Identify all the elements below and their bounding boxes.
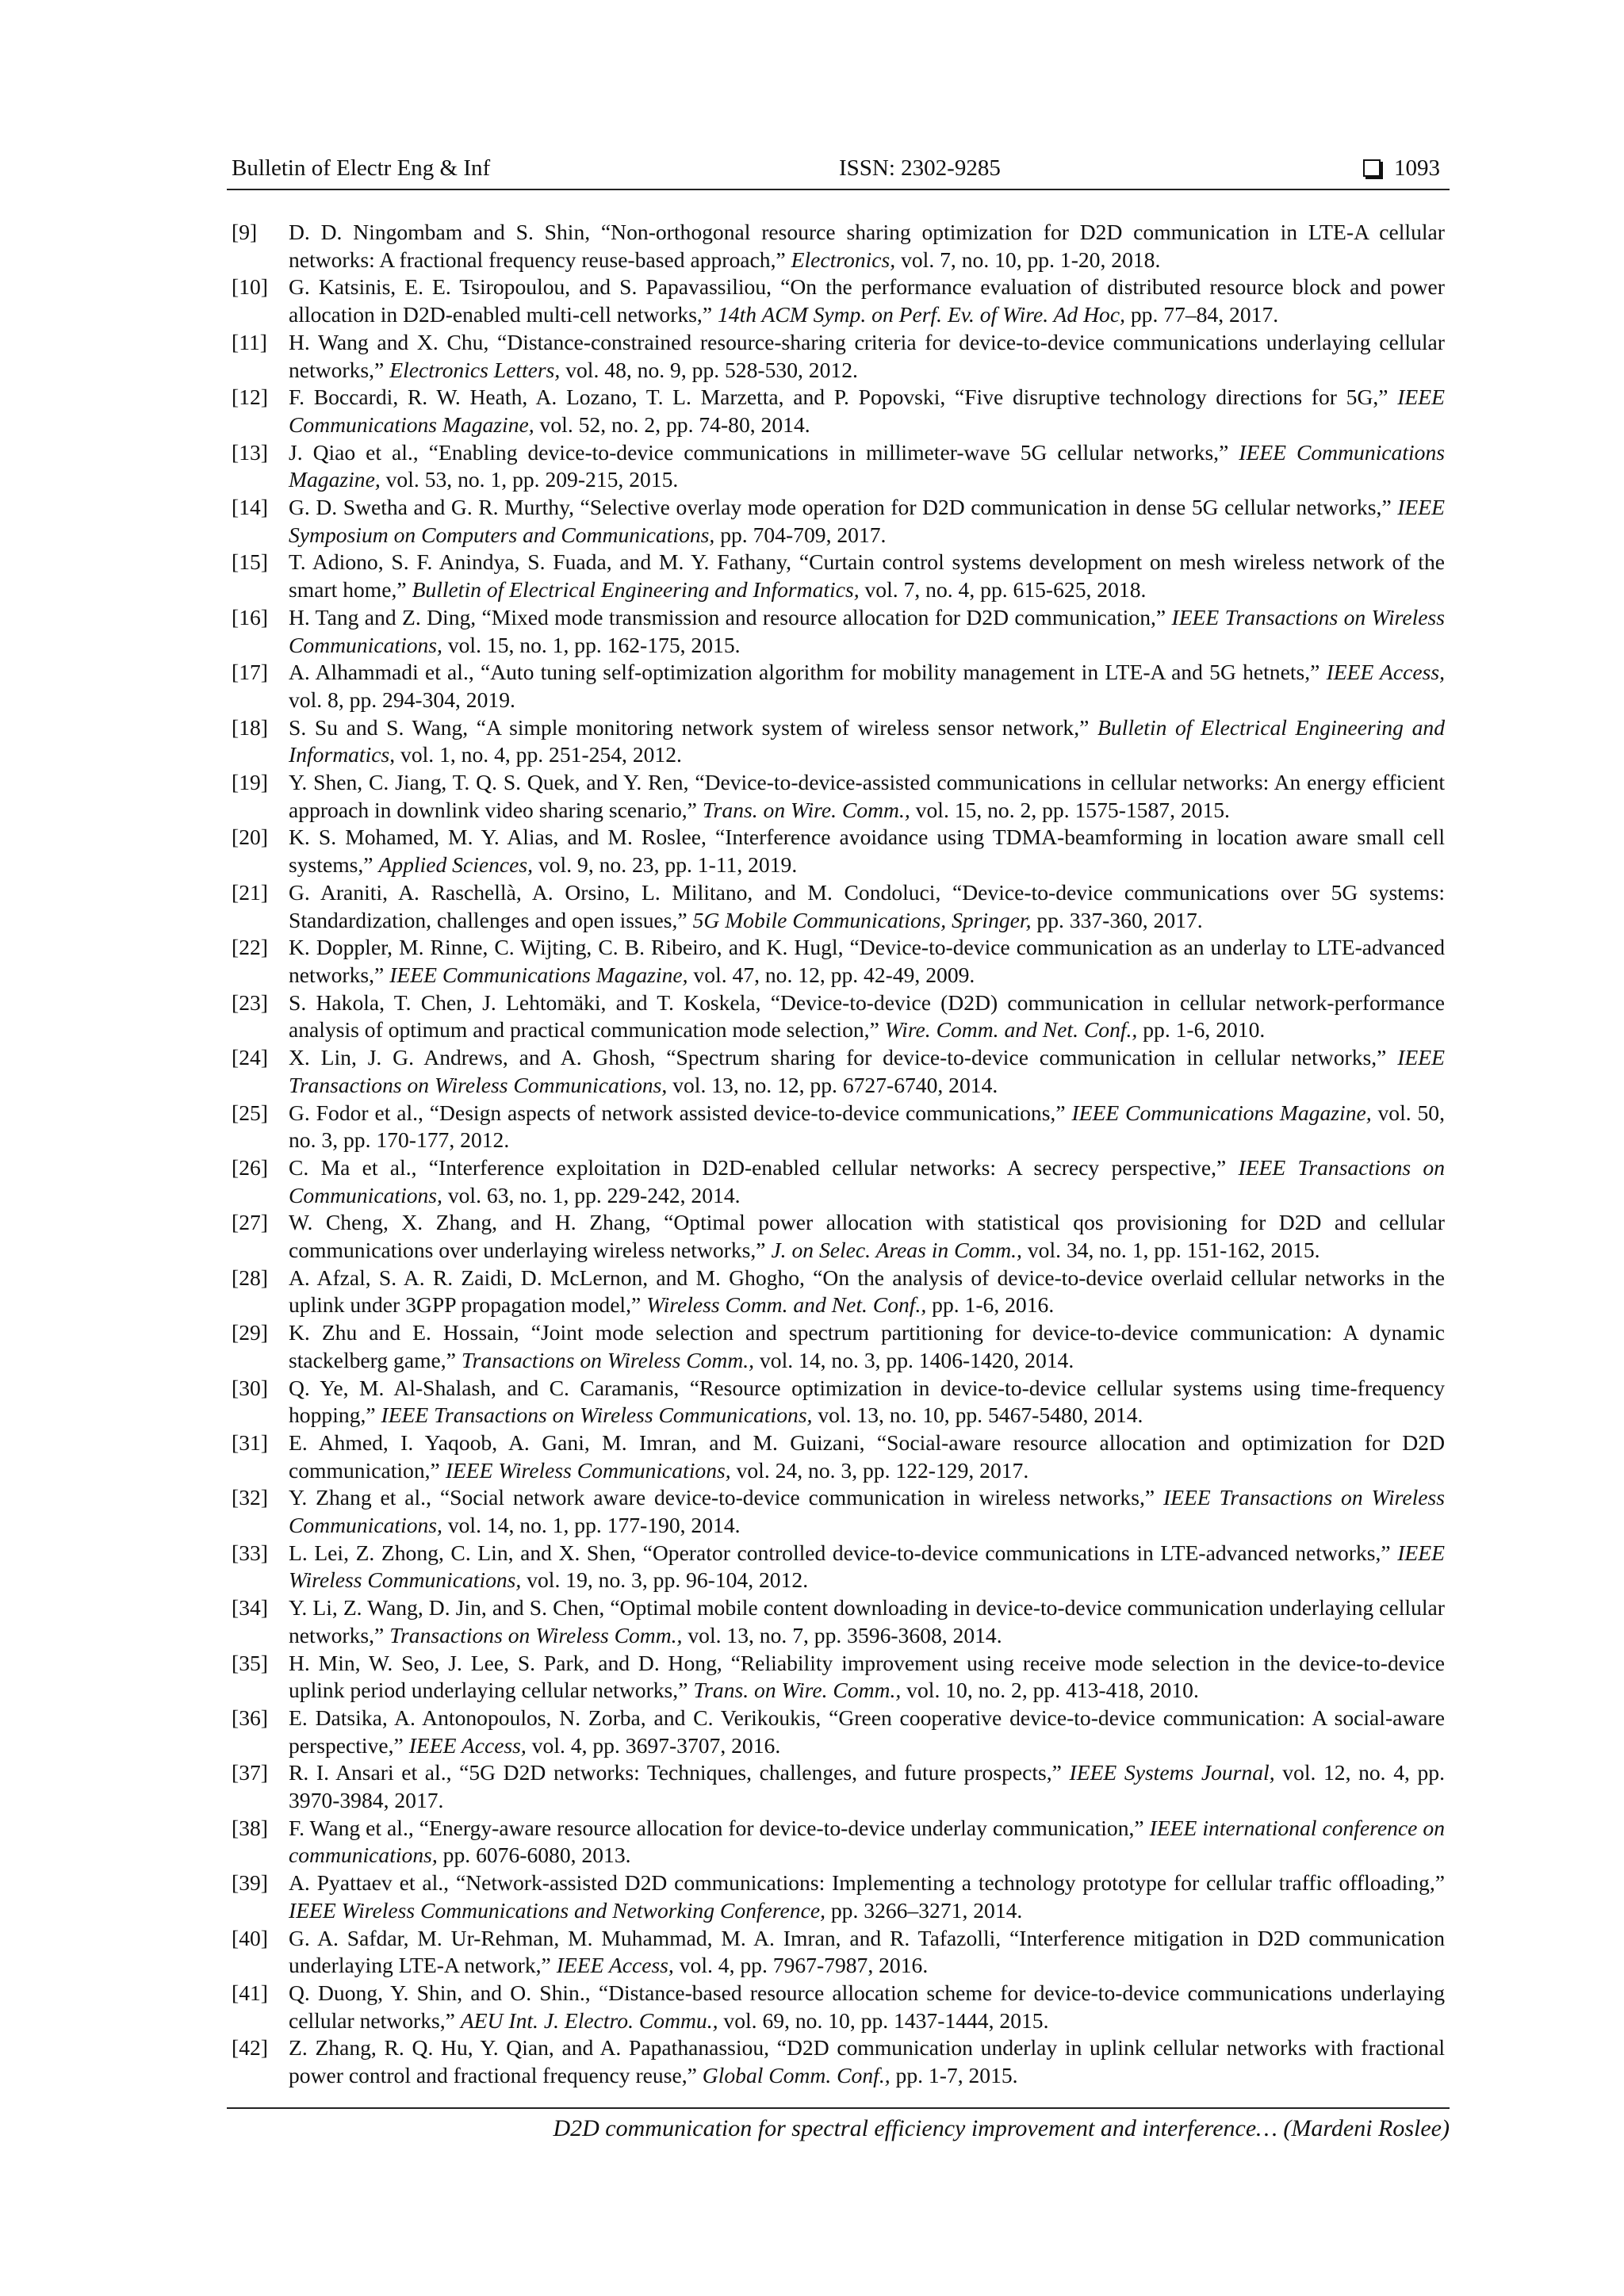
reference-item: [232, 659, 1445, 714]
reference-item: [232, 1650, 1445, 1705]
reference-item: [232, 879, 1445, 934]
reference-text: [289, 714, 1445, 769]
reference-venue: Global Comm. Conf.,: [702, 2063, 891, 2088]
reference-number: [30]: [232, 1375, 268, 1400]
reference-venue: Applied Sciences,: [378, 852, 534, 878]
reference-number: [37]: [232, 1760, 268, 1785]
reference-authors-title: J. Qiao et al., “Enabling device-to-device communications in millimeter-wave 5G cellular networks,”: [289, 439, 1239, 465]
reference-item: [232, 1375, 1445, 1429]
reference-venue: IEEE Transactions on Wireless Communications,: [381, 1402, 813, 1428]
reference-details: pp. 704-709, 2017.: [714, 522, 887, 547]
reference-authors-title: Q. Ye, M. Al-Shalash, and C. Caramanis, “Resource optimization in device-to-device cellular systems using time-frequency hopping,”: [289, 1375, 1445, 1428]
reference-authors-title: L. Lei, Z. Zhong, C. Lin, and X. Shen, “Operator controlled device-to-device communications in LTE-advanced networks,”: [289, 1540, 1398, 1565]
reference-text: [289, 659, 1445, 714]
reference-item: [232, 1265, 1445, 1319]
reference-item: [232, 1484, 1445, 1539]
reference-details: vol. 14, no. 3, pp. 1406-1420, 2014.: [754, 1347, 1074, 1372]
reference-number: [15]: [232, 549, 268, 575]
reference-authors-title: G. A. Safdar, M. Ur-Rehman, M. Muhammad, M. A. Imran, and R. Tafazolli, “Interference mitigation in D2D communication underlaying LTE-A network,”: [289, 1925, 1445, 1978]
reference-venue: 14th ACM Symp. on Perf. Ev. of Wire. Ad Hoc,: [717, 302, 1125, 327]
journal-name: Bulletin of Electr Eng & Inf: [232, 155, 491, 181]
reference-number: [31]: [232, 1429, 268, 1455]
reference-details: pp. 1-6, 2010.: [1137, 1017, 1266, 1043]
reference-item: [232, 274, 1445, 328]
reference-text: [289, 1705, 1445, 1759]
reference-text: [289, 439, 1445, 494]
reference-item: [232, 329, 1445, 384]
reference-item: [232, 439, 1445, 494]
reference-number: [16]: [232, 604, 268, 629]
reference-item: [232, 1100, 1445, 1154]
reference-number: [36]: [232, 1705, 268, 1730]
reference-venue: Wire. Comm. and Net. Conf.,: [884, 1017, 1138, 1043]
reference-details: vol. 52, no. 2, pp. 74-80, 2014.: [534, 411, 810, 437]
reference-number: [24]: [232, 1045, 268, 1070]
reference-authors-title: G. Katsinis, E. E. Tsiropoulou, and S. Papavassiliou, “On the performance evaluation of distributed resource block and power allocation in D2D-enabled multi-cell networks,”: [289, 274, 1445, 327]
reference-item: [232, 549, 1445, 603]
reference-details: vol. 69, no. 10, pp. 1437-1444, 2015.: [718, 2007, 1049, 2033]
page-number: 1093: [1394, 155, 1440, 181]
reference-number: [23]: [232, 989, 268, 1015]
reference-authors-title: Y. Li, Z. Wang, D. Jin, and S. Chen, “Optimal mobile content downloading in device-to-device communication underlaying cellular networks,”: [289, 1595, 1445, 1647]
reference-text: [289, 274, 1445, 328]
reference-number: [26]: [232, 1154, 268, 1180]
reference-details: vol. 15, no. 2, pp. 1575-1587, 2015.: [910, 797, 1230, 822]
reference-number: [17]: [232, 660, 268, 685]
reference-venue: IEEE Communications Magazine,: [1071, 1100, 1372, 1125]
reference-venue: IEEE Transactions on Wireless Communications,: [289, 604, 1446, 657]
reference-details: pp. 77–84, 2017.: [1124, 302, 1279, 327]
reference-details: pp. 3266–3271, 2014.: [825, 1897, 1023, 1923]
reference-venue: IEEE international conference on communications,: [289, 1815, 1445, 1868]
reference-number: [42]: [232, 2035, 268, 2061]
reference-venue: IEEE Communications Magazine,: [289, 439, 1445, 492]
reference-item: [232, 219, 1445, 274]
reference-details: vol. 13, no. 10, pp. 5467-5480, 2014.: [812, 1402, 1143, 1428]
reference-details: vol. 53, no. 1, pp. 209-215, 2015.: [380, 467, 679, 492]
reference-item: [232, 604, 1445, 659]
reference-venue: Bulletin of Electrical Engineering and Informatics,: [412, 577, 860, 603]
reference-details: vol. 47, no. 12, pp. 42-49, 2009.: [688, 962, 975, 987]
reference-details: vol. 50, no. 3, pp. 170-177, 2012.: [289, 1100, 1445, 1153]
reference-authors-title: F. Wang et al., “Energy-aware resource allocation for device-to-device underlay communication,”: [289, 1815, 1150, 1840]
reference-details: vol. 19, no. 3, pp. 96-104, 2012.: [521, 1567, 809, 1593]
reference-item: [232, 2034, 1445, 2089]
reference-number: [14]: [232, 495, 268, 520]
reference-text: [289, 1265, 1445, 1319]
reference-item: [232, 824, 1445, 878]
reference-item: [232, 934, 1445, 989]
reference-item: [232, 1980, 1445, 2034]
reference-number: [28]: [232, 1265, 268, 1290]
reference-details: pp. 6076-6080, 2013.: [437, 1843, 631, 1868]
running-footer: D2D communication for spectral efficiency improvement and interference… (Mardeni Roslee): [553, 2115, 1450, 2141]
reference-details: vol. 9, no. 23, pp. 1-11, 2019.: [533, 852, 798, 878]
reference-item: [232, 1815, 1445, 1869]
reference-number: [38]: [232, 1815, 268, 1840]
reference-text: [289, 1375, 1445, 1429]
reference-authors-title: C. Ma et al., “Interference exploitation in D2D-enabled cellular networks: A secrecy perspective,”: [289, 1154, 1239, 1180]
reference-details: vol. 13, no. 7, pp. 3596-3608, 2014.: [682, 1622, 1002, 1647]
reference-authors-title: S. Hakola, T. Chen, J. Lehtomäki, and T. Koskela, “Device-to-device (D2D) communication in cellular network-performance analysis of optimum and practical communication mode selection,”: [289, 989, 1445, 1043]
reference-text: [289, 824, 1445, 878]
reference-venue: Wireless Comm. and Net. Conf.,: [646, 1292, 927, 1318]
checkbox-square-icon: [1363, 159, 1381, 177]
reference-item: [232, 1925, 1445, 1980]
reference-details: vol. 10, no. 2, pp. 413-418, 2010.: [901, 1678, 1199, 1703]
reference-details: pp. 1-6, 2016.: [926, 1292, 1055, 1318]
reference-text: [289, 1540, 1445, 1594]
reference-text: [289, 1650, 1445, 1705]
reference-number: [27]: [232, 1210, 268, 1235]
reference-number: [12]: [232, 385, 268, 410]
reference-item: [232, 989, 1445, 1044]
reference-venue: Bulletin of Electrical Engineering and Informatics: [289, 714, 1446, 767]
reference-authors-title: X. Lin, J. G. Andrews, and A. Ghosh, “Spectrum sharing for device-to-device communication in cellular networks,”: [289, 1045, 1398, 1070]
reference-venue: IEEE Transactions on Wireless Communications: [289, 1045, 1445, 1097]
reference-details: vol. 34, no. 1, pp. 151-162, 2015.: [1021, 1238, 1320, 1263]
reference-details: vol. 24, no. 3, pp. 122-129, 2017.: [730, 1457, 1029, 1483]
reference-details: pp. 337-360, 2017.: [1031, 907, 1203, 932]
reference-text: [289, 604, 1445, 659]
issn: ISSN: 2302-9285: [839, 155, 1001, 181]
footer-divider: [227, 2107, 1450, 2109]
reference-venue: Transactions on Wireless Comm.,: [461, 1347, 755, 1372]
reference-text: [289, 1484, 1445, 1539]
reference-text: [289, 219, 1445, 274]
reference-item: [232, 1429, 1445, 1484]
reference-authors-title: F. Boccardi, R. W. Heath, A. Lozano, T. L. Marzetta, and P. Popovski, “Five disruptive technology directions for 5G,”: [289, 385, 1398, 410]
reference-venue: AEU Int. J. Electro. Commu.,: [460, 2007, 718, 2033]
reference-item: [232, 1319, 1445, 1374]
reference-authors-title: Y. Zhang et al., “Social network aware device-to-device communication in wireless networks,”: [289, 1485, 1163, 1510]
reference-authors-title: H. Min, W. Seo, J. Lee, S. Park, and D. Hong, “Reliability improvement using receive mode selection in the device-to-device uplink period underlaying cellular networks,”: [289, 1650, 1445, 1703]
reference-authors-title: G. D. Swetha and G. R. Murthy, “Selective overlay mode operation for D2D communication in dense 5G cellular networks,”: [289, 495, 1398, 520]
reference-item: [232, 769, 1445, 824]
reference-number: [25]: [232, 1100, 268, 1125]
reference-item: [232, 1154, 1445, 1209]
reference-venue: IEEE Access,: [1326, 660, 1445, 685]
reference-text: [289, 549, 1445, 603]
reference-item: [232, 384, 1445, 438]
reference-details: vol. 48, no. 9, pp. 528-530, 2012.: [560, 357, 858, 382]
reference-number: [13]: [232, 439, 268, 465]
reference-text: [289, 1209, 1445, 1264]
reference-item: [232, 1705, 1445, 1759]
page-header: [232, 155, 1445, 190]
reference-list: [232, 219, 1445, 2090]
reference-venue: IEEE Communications Magazine,: [289, 385, 1445, 437]
reference-number: [40]: [232, 1925, 268, 1950]
reference-authors-title: A. Afzal, S. A. R. Zaidi, D. McLernon, and M. Ghogho, “On the analysis of device-to-device overlaid cellular networks in the uplink under 3GPP propagation model,”: [289, 1265, 1445, 1318]
reference-venue: IEEE Wireless Communications and Networking Conference,: [289, 1897, 825, 1923]
reference-item: [232, 1869, 1445, 1924]
reference-item: [232, 1044, 1445, 1099]
reference-text: [289, 329, 1445, 384]
reference-venue: Electronics,: [791, 247, 896, 272]
reference-authors-title: A. Alhammadi et al., “Auto tuning self-optimization algorithm for mobility management in LTE-A and 5G hetnets,”: [289, 660, 1327, 685]
reference-venue: IEEE Wireless Communications,: [289, 1540, 1445, 1593]
reference-venue: IEEE Transactions on Wireless Communications,: [289, 1485, 1445, 1538]
reference-venue: IEEE Access,: [408, 1732, 527, 1758]
reference-text: [289, 1980, 1445, 2034]
reference-venue: Trans. on Wire. Comm.,: [693, 1678, 902, 1703]
reference-authors-title: H. Tang and Z. Ding, “Mixed mode transmission and resource allocation for D2D communication,”: [289, 604, 1172, 629]
reference-authors-title: D. D. Ningombam and S. Shin, “Non-orthogonal resource sharing optimization for D2D communication in LTE-A cellular networks: A fractional frequency reuse-based approach,”: [289, 220, 1445, 272]
reference-text: [289, 1815, 1445, 1869]
reference-number: [41]: [232, 1980, 268, 2005]
reference-number: [20]: [232, 825, 268, 850]
reference-item: [232, 494, 1445, 549]
reference-text: [289, 1429, 1445, 1484]
reference-authors-title: T. Adiono, S. F. Anindya, S. Fuada, and M. Y. Fathany, “Curtain control systems development on mesh wireless network of the smart home,”: [289, 549, 1445, 603]
reference-details: vol. 7, no. 4, pp. 615-625, 2018.: [859, 577, 1147, 603]
reference-authors-title: S. Su and S. Wang, “A simple monitoring network system of wireless sensor network,”: [289, 714, 1097, 740]
header-divider: [227, 189, 1450, 190]
reference-authors-title: H. Wang and X. Chu, “Distance-constrained resource-sharing criteria for device-to-device communications underlaying cellular networks,”: [289, 329, 1445, 382]
reference-text: [289, 384, 1445, 438]
reference-details: vol. 4, pp. 7967-7987, 2016.: [673, 1953, 929, 1978]
reference-details: , vol. 1, no. 4, pp. 251-254, 2012.: [389, 742, 682, 767]
reference-number: [34]: [232, 1595, 268, 1621]
reference-details: vol. 63, no. 1, pp. 229-242, 2014.: [442, 1182, 741, 1207]
reference-number: [18]: [232, 714, 268, 740]
reference-item: [232, 1209, 1445, 1264]
reference-authors-title: E. Datsika, A. Antonopoulos, N. Zorba, and C. Verikoukis, “Green cooperative device-to-device communication: A social-aware perspective,”: [289, 1705, 1445, 1758]
reference-number: [9]: [232, 220, 258, 244]
reference-authors-title: G. Araniti, A. Raschellà, A. Orsino, L. Militano, and M. Condoluci, “Device-to-device communications over 5G systems: Standardization, challenges and open issues,”: [289, 879, 1445, 932]
reference-venue: IEEE Systems Journal,: [1069, 1760, 1275, 1785]
reference-number: [22]: [232, 935, 268, 960]
reference-authors-title: G. Fodor et al., “Design aspects of network assisted device-to-device communications,”: [289, 1100, 1072, 1125]
reference-text: [289, 1869, 1445, 1924]
reference-text: [289, 2034, 1445, 2089]
reference-details: vol. 8, pp. 294-304, 2019.: [289, 687, 515, 712]
reference-text: [289, 494, 1445, 549]
reference-item: [232, 714, 1445, 769]
reference-number: [29]: [232, 1320, 268, 1345]
reference-authors-title: W. Cheng, X. Zhang, and H. Zhang, “Optimal power allocation with statistical qos provisioning for D2D and cellular communications over underlaying wireless networks,”: [289, 1210, 1445, 1263]
reference-venue: IEEE Wireless Communications,: [445, 1457, 731, 1483]
reference-text: [289, 1044, 1445, 1099]
reference-authors-title: R. I. Ansari et al., “5G D2D networks: Techniques, challenges, and future prospects,”: [289, 1760, 1070, 1785]
reference-number: [39]: [232, 1870, 268, 1896]
reference-item: [232, 1540, 1445, 1594]
reference-details: vol. 12, no. 4, pp. 3970-3984, 2017.: [289, 1760, 1445, 1813]
reference-text: [289, 934, 1445, 989]
reference-authors-title: A. Pyattaev et al., “Network-assisted D2D communications: Implementing a technology prototype for cellular traffic offloading,”: [289, 1870, 1445, 1896]
reference-text: [289, 989, 1445, 1044]
reference-text: [289, 1594, 1445, 1649]
reference-number: [32]: [232, 1485, 268, 1510]
reference-item: [232, 1594, 1445, 1649]
reference-details: vol. 4, pp. 3697-3707, 2016.: [526, 1732, 781, 1758]
reference-text: [289, 1154, 1445, 1209]
reference-authors-title: K. Zhu and E. Hossain, “Joint mode selection and spectrum partitioning for device-to-device communication: A dynamic stackelberg game,”: [289, 1320, 1445, 1372]
reference-details: vol. 14, no. 1, pp. 177-190, 2014.: [442, 1513, 741, 1538]
reference-number: [35]: [232, 1650, 268, 1675]
reference-number: [19]: [232, 770, 268, 795]
reference-venue: Trans. on Wire. Comm.,: [702, 797, 910, 822]
reference-text: [289, 1100, 1445, 1154]
reference-authors-title: Z. Zhang, R. Q. Hu, Y. Qian, and A. Papathanassiou, “D2D communication underlay in uplink cellular networks with fractional power control and fractional frequency reuse,”: [289, 2035, 1445, 2088]
reference-venue: J. on Selec. Areas in Comm.,: [771, 1238, 1022, 1263]
reference-item: [232, 1759, 1445, 1814]
reference-details: , vol. 13, no. 12, pp. 6727-6740, 2014.: [661, 1072, 998, 1097]
reference-authors-title: E. Ahmed, I. Yaqoob, A. Gani, M. Imran, and M. Guizani, “Social-aware resource allocation and optimization for D2D communication,”: [289, 1429, 1445, 1483]
reference-authors-title: K. S. Mohamed, M. Y. Alias, and M. Roslee, “Interference avoidance using TDMA-beamforming in location aware small cell systems,”: [289, 825, 1445, 878]
reference-details: vol. 7, no. 10, pp. 1-20, 2018.: [895, 247, 1161, 272]
reference-number: [11]: [232, 329, 267, 354]
reference-venue: IEEE Access,: [556, 1953, 674, 1978]
reference-details: pp. 1-7, 2015.: [890, 2063, 1018, 2088]
reference-venue: IEEE Transactions on Communications,: [289, 1154, 1445, 1207]
reference-venue: Electronics Letters,: [389, 357, 561, 382]
reference-venue: Transactions on Wireless Comm.,: [389, 1622, 683, 1647]
reference-text: [289, 1925, 1445, 1980]
reference-details: vol. 15, no. 1, pp. 162-175, 2015.: [442, 632, 741, 657]
reference-number: [33]: [232, 1540, 268, 1565]
reference-venue: 5G Mobile Communications, Springer,: [692, 907, 1032, 932]
reference-authors-title: K. Doppler, M. Rinne, C. Wijting, C. B. Ribeiro, and K. Hugl, “Device-to-device communication as an underlay to LTE-advanced networks,”: [289, 935, 1445, 987]
reference-authors-title: Y. Shen, C. Jiang, T. Q. S. Quek, and Y. Ren, “Device-to-device-assisted communications in cellular networks: An energy efficient approach in downlink video sharing scenario,”: [289, 770, 1445, 822]
reference-venue: IEEE Communications Magazine,: [389, 962, 688, 987]
reference-number: [21]: [232, 879, 268, 905]
reference-text: [289, 1319, 1445, 1374]
reference-text: [289, 879, 1445, 934]
reference-text: [289, 1759, 1445, 1814]
reference-authors-title: Q. Duong, Y. Shin, and O. Shin., “Distance-based resource allocation scheme for device-to-device communications underlaying cellular networks,”: [289, 1980, 1445, 2033]
reference-number: [10]: [232, 274, 268, 300]
reference-venue: IEEE Symposium on Computers and Communications,: [289, 495, 1445, 547]
reference-text: [289, 769, 1445, 824]
